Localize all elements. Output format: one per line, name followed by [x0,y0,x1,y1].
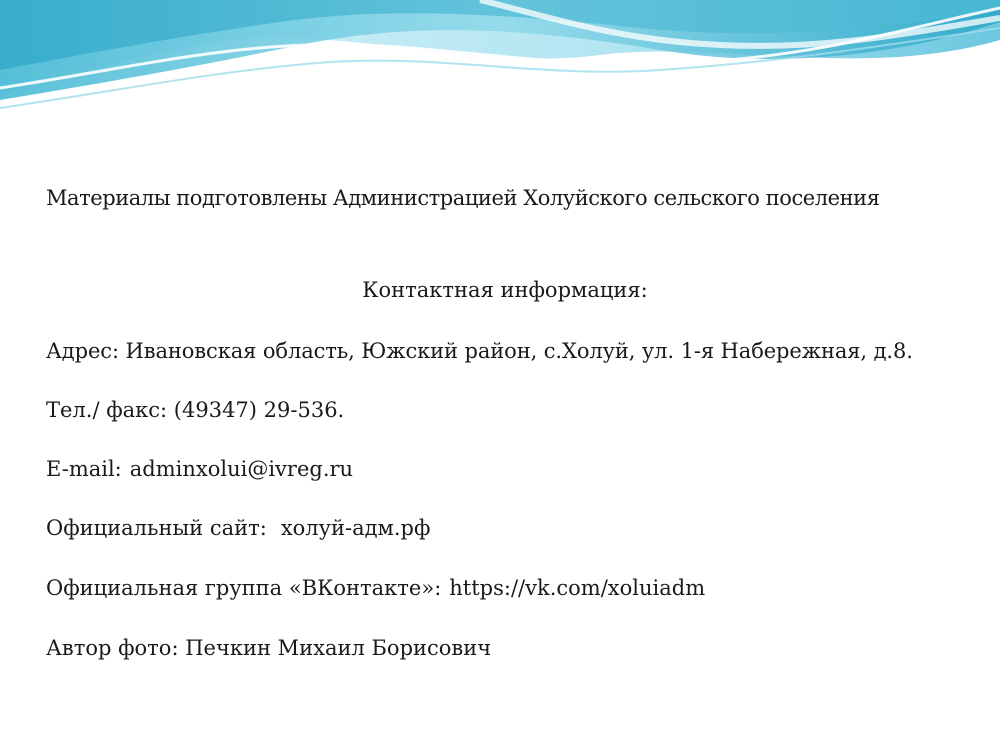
contact-heading: Контактная информация: [362,278,648,302]
site-label: Официальный сайт: [46,516,267,540]
vk-value[interactable]: https://vk.com/xoluiadm [449,576,706,600]
vk-line [46,576,705,600]
wave-header-decoration [0,0,1000,130]
site-value[interactable]: холуй-адм.рф [280,516,431,540]
email-value[interactable]: adminxolui@ivreg.ru [129,457,354,481]
photo-author-text: Автор фото: Печкин Михаил Борисович [46,636,492,660]
site-line [46,516,430,540]
vk-label: Официальная группа «ВКонтакте»: [46,576,442,600]
phone-text: Тел./ факс: (49347) 29-536. [46,398,345,422]
address-text: Адрес: Ивановская область, Южский район, с.Холуй, ул. 1-я Набережная, д.8. [46,339,913,363]
email-label: E-mail: [46,457,122,481]
email-line [46,457,353,481]
prepared-by-text: Материалы подготовлены Администрацией Холуйского сельского поселения [46,186,880,210]
